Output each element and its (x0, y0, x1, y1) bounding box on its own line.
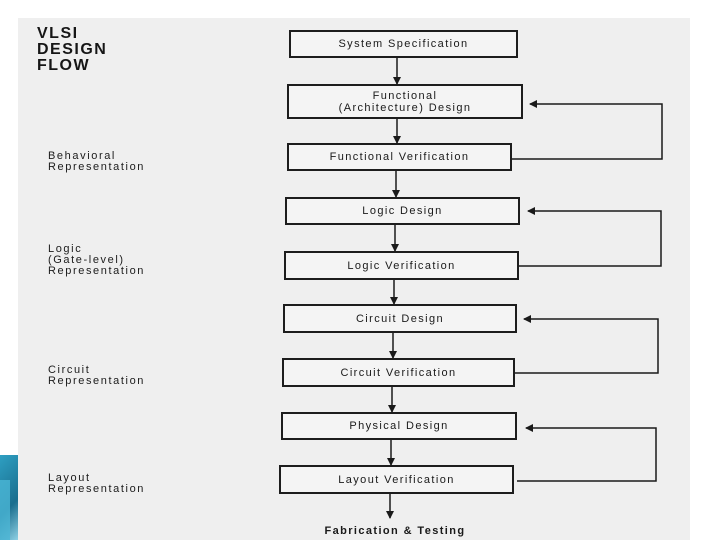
side-label-logic: Logic (Gate-level) Representation (48, 243, 146, 277)
box-functional-design: Functional (Architecture) Design (287, 84, 523, 119)
feedback-loop-physical (517, 428, 656, 481)
feedback-loop-logic (519, 211, 661, 266)
feedback-loop-circuit (515, 319, 658, 373)
box-system-specification: System Specification (289, 30, 518, 58)
side-label-circuit: Circuit Representation (48, 364, 146, 387)
box-functional-verification: Functional Verification (287, 143, 512, 171)
feedback-loop-functional (512, 104, 662, 159)
side-label-behavioral: Behavioral Representation (48, 150, 146, 173)
box-logic-verification: Logic Verification (284, 251, 519, 280)
diagram-title: VLSI DESIGN FLOW (37, 25, 108, 74)
side-label-layout: Layout Representation (48, 472, 146, 495)
box-circuit-design: Circuit Design (283, 304, 517, 333)
final-step-label: Fabrication & Testing (324, 525, 466, 537)
box-logic-design: Logic Design (285, 197, 520, 225)
box-layout-verification: Layout Verification (279, 465, 514, 494)
box-circuit-verification: Circuit Verification (282, 358, 515, 387)
box-physical-design: Physical Design (281, 412, 517, 440)
